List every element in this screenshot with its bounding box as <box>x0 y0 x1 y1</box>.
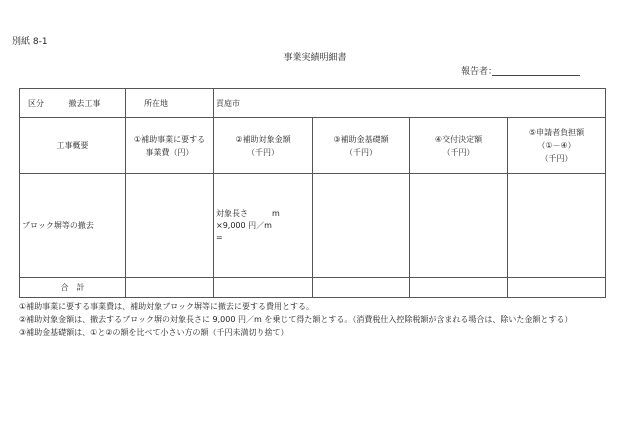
work-item-cell <box>20 174 126 278</box>
header-work-summary <box>20 118 126 174</box>
location-value: 貢庭市 <box>216 98 240 108</box>
header-col2 <box>214 118 313 174</box>
total-grant-cell[interactable] <box>410 278 508 298</box>
header-col4 <box>410 118 508 174</box>
applicant-share-cell[interactable] <box>508 174 606 278</box>
note-line: ③補助金基礎額は、①と②の額を比べて小さい方の額（千円未満切り捨て） <box>19 328 289 337</box>
amount-line: = <box>216 232 223 242</box>
header-label: ②補助対象金額 <box>235 134 291 144</box>
reporter-signature-line[interactable] <box>492 75 580 76</box>
header-label: （千円） <box>247 147 279 157</box>
total-base-cell[interactable] <box>313 278 410 298</box>
header-label: （千円） <box>442 147 475 157</box>
table-row <box>20 89 606 118</box>
total-eligible-cell[interactable] <box>214 278 313 298</box>
category-value: 撤去工事 <box>68 98 101 108</box>
category-label: 区分 <box>28 98 44 108</box>
base-amount-cell[interactable] <box>313 174 410 278</box>
reporter-label: 報告者： <box>461 67 498 77</box>
table-row <box>20 174 606 278</box>
total-label: 合 計 <box>60 283 85 292</box>
header-col3 <box>313 118 410 174</box>
total-cost-cell[interactable] <box>126 278 214 298</box>
location-value-cell[interactable] <box>214 89 606 118</box>
notes <box>19 300 572 339</box>
header-label: ④交付決定額 <box>434 134 483 144</box>
eligible-amount-cell[interactable] <box>214 174 313 278</box>
note-line: ①補助事業に要する事業費は、補助対象ブロック塀等に撤去に要する費用とする。 <box>19 302 315 311</box>
grant-decision-cell[interactable] <box>410 174 508 278</box>
project-detail-table <box>19 88 606 298</box>
total-label-cell <box>20 278 126 298</box>
location-label-cell <box>126 89 214 118</box>
work-item-label: ブロック塀等の撤去 <box>22 221 94 230</box>
header-label: ③補助金基礎額 <box>333 134 389 144</box>
total-share-cell[interactable] <box>508 278 606 298</box>
header-label: 工事概要 <box>56 141 89 150</box>
note-line: ②補助対象金額は、撤去するブロック塀の対象長さに 9,000 円／m を乗じて得た額とする。（消費税仕入控除税額が含まれる場合は、除いた金額とする） <box>19 315 573 324</box>
header-label: （①－④） <box>537 141 576 150</box>
category-cell <box>20 89 126 118</box>
header-label: ①補助事業に要する <box>133 134 206 144</box>
header-label: 事業費（円） <box>145 147 194 157</box>
header-label: ⑤申請者負担額 <box>528 128 585 137</box>
project-cost-cell[interactable] <box>126 174 214 278</box>
amount-line: ×9,000 円／m <box>216 220 272 230</box>
document-title: 事業実績明細書 <box>283 53 347 63</box>
amount-line: 対象長さ m <box>216 208 280 218</box>
header-label: （千円） <box>540 154 573 163</box>
header-col1 <box>126 118 214 174</box>
table-row <box>20 278 606 298</box>
header-label: （千円） <box>345 147 377 157</box>
document-label: 別紙 8-1 <box>12 37 48 47</box>
location-label: 所在地 <box>144 98 168 108</box>
table-row <box>20 118 606 174</box>
header-col5 <box>508 118 606 174</box>
